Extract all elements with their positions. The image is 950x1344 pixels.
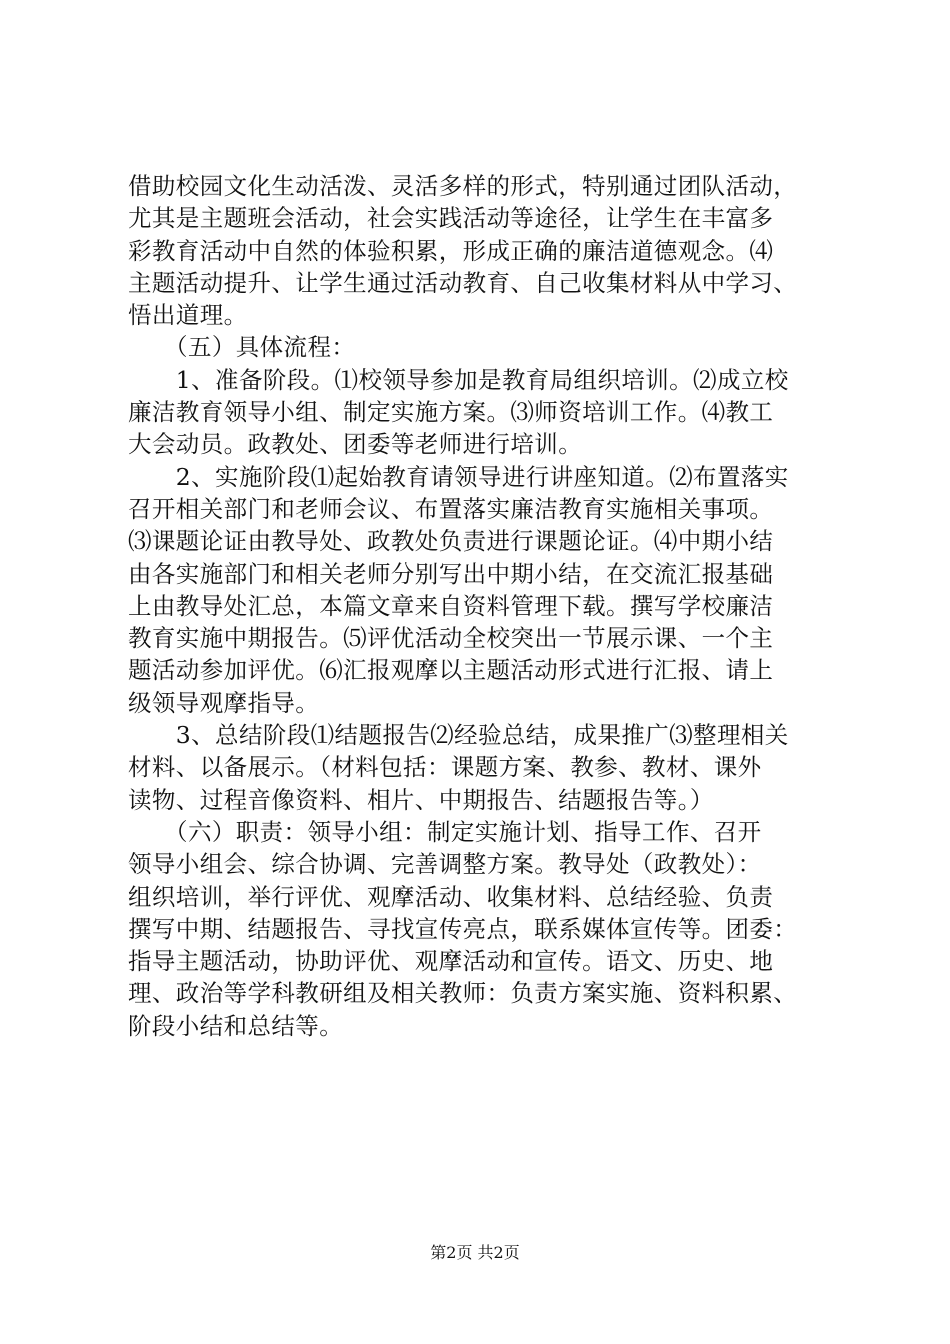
section-heading: （五）具体流程： (128, 333, 356, 362)
text-line: 组织培训，举行评优、观摩活动、收集材料、总结经验、负责 (128, 882, 774, 911)
document-body (128, 170, 830, 1042)
page-number-footer: 第2页 共2页 (430, 1243, 520, 1262)
text-line: 上由教导处汇总，本篇文章来自资料管理下载。撰写学校廉洁 (128, 591, 774, 620)
text-line: 领导小组会、综合协调、完善调整方案。教导处（政教处）： (128, 850, 762, 879)
text-line: 材料、以备展示。（材料包括：课题方案、教参、教材、课外 (128, 753, 762, 782)
text-line: 2、实施阶段⑴起始教育请领导进行讲座知道。⑵布置落实 (128, 462, 789, 491)
text-line: 尤其是主题班会活动，社会实践活动等途径，让学生在丰富多 (128, 204, 774, 233)
text-line: 读物、过程音像资料、相片、中期报告、结题报告等。） (128, 785, 714, 814)
section-heading: （六）职责：领导小组：制定实施计划、指导工作、召开 (128, 817, 762, 846)
text-line: 借助校园文化生动活泼、灵活多样的形式，特别通过团队活动， (128, 172, 798, 200)
text-line: 悟出道理。 (128, 301, 248, 330)
text-line: 3、总结阶段⑴结题报告⑵经验总结，成果推广⑶整理相关 (128, 721, 789, 750)
text-line: 廉洁教育领导小组、制定实施方案。⑶师资培训工作。⑷教工 (128, 398, 774, 427)
text-line: 题活动参加评优。⑹汇报观摩以主题活动形式进行汇报、请上 (128, 656, 774, 685)
text-line: 级领导观摩指导。 (128, 688, 320, 717)
text-line: 1、准备阶段。⑴校领导参加是教育局组织培训。⑵成立校 (128, 365, 789, 394)
text-line: 理、政治等学科教研组及相关教师：负责方案实施、资料积累、 (128, 979, 798, 1008)
text-line: 阶段小结和总结等。 (128, 1011, 344, 1040)
text-line: 撰写中期、结题报告、寻找宣传亮点，联系媒体宣传等。团委： (128, 914, 798, 943)
text-line: 召开相关部门和老师会议、布置落实廉洁教育实施相关事项。 (128, 494, 774, 523)
text-line: ⑶课题论证由教导处、政教处负责进行课题论证。⑷中期小结 (128, 527, 774, 556)
text-line: 彩教育活动中自然的体验积累，形成正确的廉洁道德观念。⑷ (128, 236, 774, 265)
text-line: 大会动员。政教处、团委等老师进行培训。 (128, 430, 583, 459)
text-line: 由各实施部门和相关老师分别写出中期小结，在交流汇报基础 (128, 559, 774, 588)
text-line: 指导主题活动，协助评优、观摩活动和宣传。语文、历史、地 (128, 947, 774, 976)
text-line: 主题活动提升、让学生通过活动教育、自己收集材料从中学习、 (128, 268, 798, 297)
text-line: 教育实施中期报告。⑸评优活动全校突出一节展示课、一个主 (128, 624, 774, 653)
